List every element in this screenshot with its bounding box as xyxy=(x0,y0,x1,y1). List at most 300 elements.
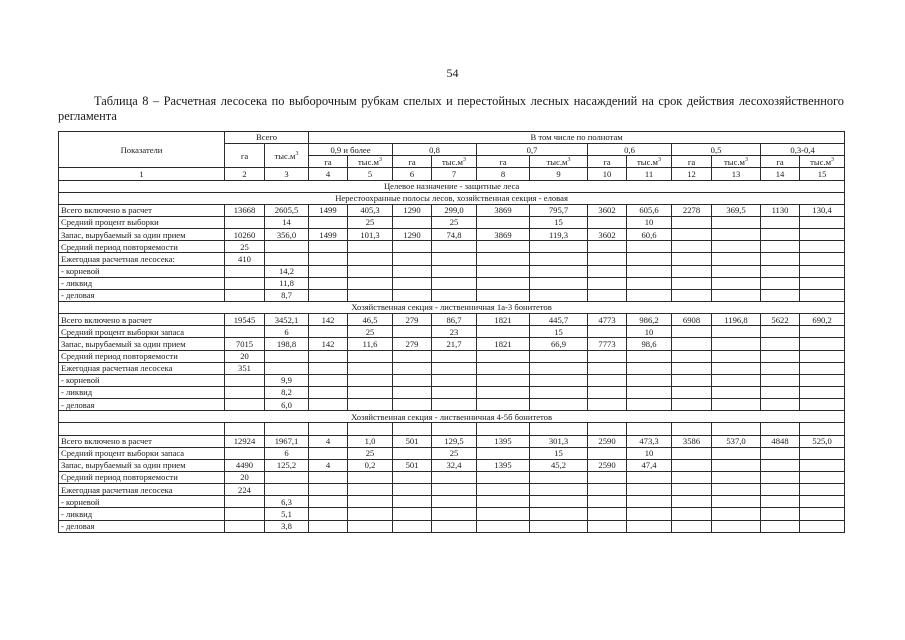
table-cell xyxy=(672,289,712,301)
table-cell xyxy=(477,496,530,508)
table-cell xyxy=(477,350,530,362)
table-cell xyxy=(309,362,348,374)
table-cell xyxy=(432,374,477,386)
table-cell: 142 xyxy=(309,314,348,326)
header-density-group: 0,5 xyxy=(672,144,761,156)
table-cell xyxy=(309,241,348,253)
table-cell xyxy=(225,496,265,508)
table-cell xyxy=(348,386,393,398)
table-cell xyxy=(672,508,712,520)
table-cell xyxy=(477,471,530,483)
table-cell: 525,0 xyxy=(800,435,845,447)
header-unit-ha: га xyxy=(393,156,432,168)
table-row xyxy=(59,435,845,447)
table-row xyxy=(59,447,845,459)
table-cell xyxy=(800,338,845,350)
table-row xyxy=(59,423,845,435)
table-cell xyxy=(588,253,627,265)
table-cell xyxy=(761,423,800,435)
table-cell xyxy=(477,216,530,228)
table-caption xyxy=(58,94,844,124)
table-cell xyxy=(800,374,845,386)
section-header-row xyxy=(59,301,845,313)
table-row xyxy=(59,386,845,398)
table-cell xyxy=(800,253,845,265)
column-number: 1 xyxy=(59,168,225,180)
header-density-group: 0,3-0,4 xyxy=(761,144,845,156)
table-cell xyxy=(393,265,432,277)
table-cell xyxy=(712,459,761,471)
table-cell xyxy=(627,362,672,374)
table-cell: 14 xyxy=(265,216,309,228)
table-cell xyxy=(588,520,627,532)
header-unit-volume: $тыс.м^3$ xyxy=(530,156,588,168)
table-cell: 3452,1 xyxy=(265,314,309,326)
table-cell: 9,9 xyxy=(265,374,309,386)
table-cell xyxy=(225,289,265,301)
table-cell xyxy=(432,277,477,289)
table-cell xyxy=(627,253,672,265)
table-cell: 2605,5 xyxy=(265,204,309,216)
table-cell xyxy=(348,362,393,374)
table-cell xyxy=(588,241,627,253)
table-cell: 1290 xyxy=(393,204,432,216)
table-cell xyxy=(225,277,265,289)
table-cell xyxy=(530,265,588,277)
table-cell xyxy=(393,386,432,398)
section-title: Хозяйственная секция - лиственничная 4-5б бонитетов xyxy=(59,411,845,423)
table-cell xyxy=(309,386,348,398)
table-header xyxy=(59,132,845,181)
table-cell xyxy=(800,362,845,374)
table-cell: 25 xyxy=(225,241,265,253)
table-cell xyxy=(477,253,530,265)
table-cell: 19545 xyxy=(225,314,265,326)
row-label: - деловая xyxy=(59,520,225,532)
table-cell: 1821 xyxy=(477,314,530,326)
table-cell xyxy=(672,350,712,362)
table-cell xyxy=(712,241,761,253)
table-cell xyxy=(309,277,348,289)
row-label: Ежегодная расчетная лесосека xyxy=(59,362,225,374)
table-cell: 101,3 xyxy=(348,229,393,241)
table-cell xyxy=(309,374,348,386)
table-row xyxy=(59,374,845,386)
table-cell xyxy=(348,423,393,435)
table-cell xyxy=(530,471,588,483)
row-label: Средний период повторяемости xyxy=(59,350,225,362)
table-row xyxy=(59,350,845,362)
table-cell xyxy=(225,326,265,338)
table-cell: 23 xyxy=(432,326,477,338)
table-cell: 15 xyxy=(530,447,588,459)
table-cell: 351 xyxy=(225,362,265,374)
table-cell: 45,2 xyxy=(530,459,588,471)
table-cell xyxy=(672,338,712,350)
table-cell xyxy=(712,374,761,386)
table-cell: 7015 xyxy=(225,338,265,350)
table-cell xyxy=(393,484,432,496)
table-cell: 25 xyxy=(432,447,477,459)
table-cell: 47,4 xyxy=(627,459,672,471)
table-cell xyxy=(432,265,477,277)
table-cell xyxy=(588,471,627,483)
table-cell xyxy=(265,471,309,483)
table-cell: 25 xyxy=(432,216,477,228)
table-cell xyxy=(672,496,712,508)
table-cell xyxy=(627,520,672,532)
column-number: 14 xyxy=(761,168,800,180)
table-cell xyxy=(225,386,265,398)
table-cell xyxy=(761,362,800,374)
table-cell xyxy=(761,508,800,520)
table-cell xyxy=(530,350,588,362)
table-cell xyxy=(588,447,627,459)
table-cell xyxy=(800,326,845,338)
table-cell: 2278 xyxy=(672,204,712,216)
table-cell: 13668 xyxy=(225,204,265,216)
table-cell: 25 xyxy=(348,326,393,338)
table-cell: 445,7 xyxy=(530,314,588,326)
column-number: 11 xyxy=(627,168,672,180)
column-number: 10 xyxy=(588,168,627,180)
table-cell xyxy=(712,326,761,338)
table-row xyxy=(59,265,845,277)
table-cell xyxy=(265,362,309,374)
table-cell xyxy=(627,484,672,496)
table-cell: 86,7 xyxy=(432,314,477,326)
table-cell xyxy=(712,277,761,289)
table-cell xyxy=(627,289,672,301)
table-cell: 15 xyxy=(530,326,588,338)
table-cell xyxy=(761,277,800,289)
row-label xyxy=(59,423,225,435)
table-cell: 690,2 xyxy=(800,314,845,326)
table-cell: 6,3 xyxy=(265,496,309,508)
table-cell xyxy=(761,386,800,398)
table-cell xyxy=(800,241,845,253)
table-cell xyxy=(588,265,627,277)
table-cell xyxy=(393,447,432,459)
section-title: Хозяйственная секция - лиственничная 1а-3 бонитетов xyxy=(59,301,845,313)
table-cell: 2590 xyxy=(588,435,627,447)
header-unit-volume: $тыс.м^3$ xyxy=(800,156,845,168)
table-cell xyxy=(348,265,393,277)
table-cell: 5,1 xyxy=(265,508,309,520)
table-cell xyxy=(530,386,588,398)
table-cell xyxy=(672,326,712,338)
table-cell xyxy=(348,471,393,483)
header-unit-volume: $тыс.м^3$ xyxy=(712,156,761,168)
table-cell xyxy=(265,350,309,362)
table-cell xyxy=(627,374,672,386)
table-cell xyxy=(712,508,761,520)
table-cell: 501 xyxy=(393,459,432,471)
table-cell xyxy=(800,508,845,520)
table-cell xyxy=(588,386,627,398)
row-label: - ликвид xyxy=(59,386,225,398)
table-cell xyxy=(761,253,800,265)
table-cell: 1967,1 xyxy=(265,435,309,447)
table-cell: 2590 xyxy=(588,459,627,471)
table-cell: 501 xyxy=(393,435,432,447)
table-cell: 5622 xyxy=(761,314,800,326)
table-cell xyxy=(712,386,761,398)
table-cell xyxy=(309,253,348,265)
table-row xyxy=(59,277,845,289)
table-cell: 605,6 xyxy=(627,204,672,216)
table-cell xyxy=(672,265,712,277)
header-total-volume: $тыс.м^3$ xyxy=(265,144,309,168)
table-cell: 3602 xyxy=(588,204,627,216)
table-cell xyxy=(348,508,393,520)
table-cell: 198,8 xyxy=(265,338,309,350)
table-cell xyxy=(432,471,477,483)
table-cell xyxy=(477,289,530,301)
table-cell xyxy=(800,484,845,496)
table-cell xyxy=(800,265,845,277)
table-cell: 1,0 xyxy=(348,435,393,447)
table-cell xyxy=(761,484,800,496)
table-cell xyxy=(672,229,712,241)
table-cell: 25 xyxy=(348,216,393,228)
table-cell: 1395 xyxy=(477,435,530,447)
table-cell xyxy=(761,459,800,471)
allowable-cut-table xyxy=(58,131,845,533)
table-cell xyxy=(627,423,672,435)
table-cell xyxy=(712,216,761,228)
table-cell xyxy=(712,496,761,508)
table-cell: 6,0 xyxy=(265,399,309,411)
table-cell: 10 xyxy=(627,447,672,459)
table-cell xyxy=(393,253,432,265)
row-label: - корневой xyxy=(59,496,225,508)
table-cell xyxy=(712,484,761,496)
table-cell: 224 xyxy=(225,484,265,496)
table-cell xyxy=(761,374,800,386)
table-cell xyxy=(672,277,712,289)
table-cell xyxy=(530,374,588,386)
table-cell xyxy=(761,241,800,253)
table-cell xyxy=(309,447,348,459)
table-cell xyxy=(800,520,845,532)
table-cell: 6 xyxy=(265,447,309,459)
table-cell xyxy=(761,326,800,338)
table-cell xyxy=(348,241,393,253)
table-cell: 4848 xyxy=(761,435,800,447)
table-cell xyxy=(393,289,432,301)
table-cell xyxy=(800,447,845,459)
row-label: - корневой xyxy=(59,374,225,386)
row-label: Всего включено в расчет xyxy=(59,314,225,326)
table-cell: 299,0 xyxy=(432,204,477,216)
table-cell xyxy=(761,471,800,483)
table-cell xyxy=(393,350,432,362)
header-unit-ha: га xyxy=(477,156,530,168)
table-cell xyxy=(477,362,530,374)
table-cell xyxy=(477,447,530,459)
table-cell: 6908 xyxy=(672,314,712,326)
table-cell xyxy=(348,374,393,386)
table-cell xyxy=(530,253,588,265)
table-cell xyxy=(627,496,672,508)
table-cell xyxy=(348,253,393,265)
table-cell xyxy=(393,326,432,338)
table-cell: 3602 xyxy=(588,229,627,241)
table-cell xyxy=(627,399,672,411)
table-cell xyxy=(712,471,761,483)
table-cell xyxy=(588,326,627,338)
table-cell xyxy=(225,265,265,277)
table-cell xyxy=(627,386,672,398)
table-cell xyxy=(432,496,477,508)
table-cell: 12924 xyxy=(225,435,265,447)
header-density-group: 0,7 xyxy=(477,144,588,156)
table-cell xyxy=(672,447,712,459)
table-cell: 1196,8 xyxy=(712,314,761,326)
table-cell xyxy=(588,508,627,520)
table-row xyxy=(59,253,845,265)
table-cell xyxy=(477,484,530,496)
table-cell xyxy=(530,241,588,253)
table-cell xyxy=(477,277,530,289)
table-cell xyxy=(761,229,800,241)
table-cell xyxy=(309,216,348,228)
table-cell: 1499 xyxy=(309,204,348,216)
row-label: Запас, вырубаемый за один прием xyxy=(59,338,225,350)
table-cell xyxy=(712,399,761,411)
table-cell: 7773 xyxy=(588,338,627,350)
caption-text: Таблица 8 – Расчетная лесосека по выборочным рубкам спелых и перестойных лесных насаждений на срок действия лесохозяйственного регламента xyxy=(58,94,844,123)
table-cell xyxy=(477,520,530,532)
table-cell xyxy=(672,484,712,496)
table-cell xyxy=(393,508,432,520)
row-label: Средний процент выборки запаса xyxy=(59,447,225,459)
table-cell: 279 xyxy=(393,338,432,350)
table-cell: 10 xyxy=(627,216,672,228)
column-number: 5 xyxy=(348,168,393,180)
table-cell: 119,3 xyxy=(530,229,588,241)
table-cell: 410 xyxy=(225,253,265,265)
table-cell: 20 xyxy=(225,471,265,483)
table-cell xyxy=(800,289,845,301)
table-cell: 15 xyxy=(530,216,588,228)
table-row xyxy=(59,496,845,508)
table-cell xyxy=(265,253,309,265)
table-cell xyxy=(477,423,530,435)
row-label: - ликвид xyxy=(59,508,225,520)
table-row xyxy=(59,229,845,241)
table-cell xyxy=(672,241,712,253)
table-cell xyxy=(432,289,477,301)
table-cell: 142 xyxy=(309,338,348,350)
header-unit-ha: га xyxy=(761,156,800,168)
table-cell: 74,8 xyxy=(432,229,477,241)
table-cell xyxy=(309,423,348,435)
table-cell xyxy=(800,471,845,483)
table-cell: 279 xyxy=(393,314,432,326)
header-column-numbers xyxy=(59,168,845,180)
table-row xyxy=(59,471,845,483)
section-header-row xyxy=(59,180,845,192)
table-cell xyxy=(672,374,712,386)
table-body xyxy=(59,180,845,532)
table-cell: 98,6 xyxy=(627,338,672,350)
table-cell: 4773 xyxy=(588,314,627,326)
table-cell xyxy=(393,423,432,435)
table-cell xyxy=(309,508,348,520)
header-unit-volume: $тыс.м^3$ xyxy=(432,156,477,168)
table-cell xyxy=(265,484,309,496)
table-cell: 129,5 xyxy=(432,435,477,447)
header-unit-ha: га xyxy=(588,156,627,168)
table-row xyxy=(59,508,845,520)
table-cell xyxy=(432,241,477,253)
table-cell xyxy=(761,447,800,459)
table-cell xyxy=(672,253,712,265)
header-indicators: Показатели xyxy=(59,132,225,168)
section-header-row xyxy=(59,411,845,423)
table-cell xyxy=(627,471,672,483)
table-cell xyxy=(761,216,800,228)
table-row xyxy=(59,399,845,411)
table-cell xyxy=(477,399,530,411)
table-cell xyxy=(432,350,477,362)
table-cell xyxy=(225,216,265,228)
table-cell: 1499 xyxy=(309,229,348,241)
table-cell xyxy=(309,471,348,483)
column-number: 13 xyxy=(712,168,761,180)
table-cell xyxy=(432,484,477,496)
row-label: Ежегодная расчетная лесосека xyxy=(59,484,225,496)
table-cell xyxy=(530,520,588,532)
table-cell xyxy=(800,459,845,471)
table-cell xyxy=(432,508,477,520)
row-label: Средний процент выборки запаса xyxy=(59,326,225,338)
table-cell xyxy=(393,399,432,411)
table-cell xyxy=(672,216,712,228)
table-cell: 11,6 xyxy=(348,338,393,350)
table-cell xyxy=(800,399,845,411)
table-cell xyxy=(477,241,530,253)
row-label: Запас, вырубаемый за один прием xyxy=(59,229,225,241)
table-cell: 21,7 xyxy=(432,338,477,350)
table-cell xyxy=(225,508,265,520)
table-row xyxy=(59,289,845,301)
table-cell: 20 xyxy=(225,350,265,362)
table-cell: 4490 xyxy=(225,459,265,471)
table-cell xyxy=(712,253,761,265)
table-row xyxy=(59,204,845,216)
header-density-group: 0,9 и более xyxy=(309,144,393,156)
header-unit-volume: $тыс.м^3$ xyxy=(348,156,393,168)
table-cell: 986,2 xyxy=(627,314,672,326)
table-cell xyxy=(672,399,712,411)
table-cell xyxy=(348,520,393,532)
column-number: 15 xyxy=(800,168,845,180)
table-cell: 537,0 xyxy=(712,435,761,447)
table-cell xyxy=(348,277,393,289)
table-cell xyxy=(627,350,672,362)
row-label: Средний период повторяемости xyxy=(59,241,225,253)
table-cell: 356,0 xyxy=(265,229,309,241)
table-cell xyxy=(348,399,393,411)
table-cell xyxy=(800,277,845,289)
table-cell xyxy=(225,520,265,532)
table-cell xyxy=(800,216,845,228)
header-total: Всего xyxy=(225,132,309,144)
table-cell xyxy=(477,374,530,386)
